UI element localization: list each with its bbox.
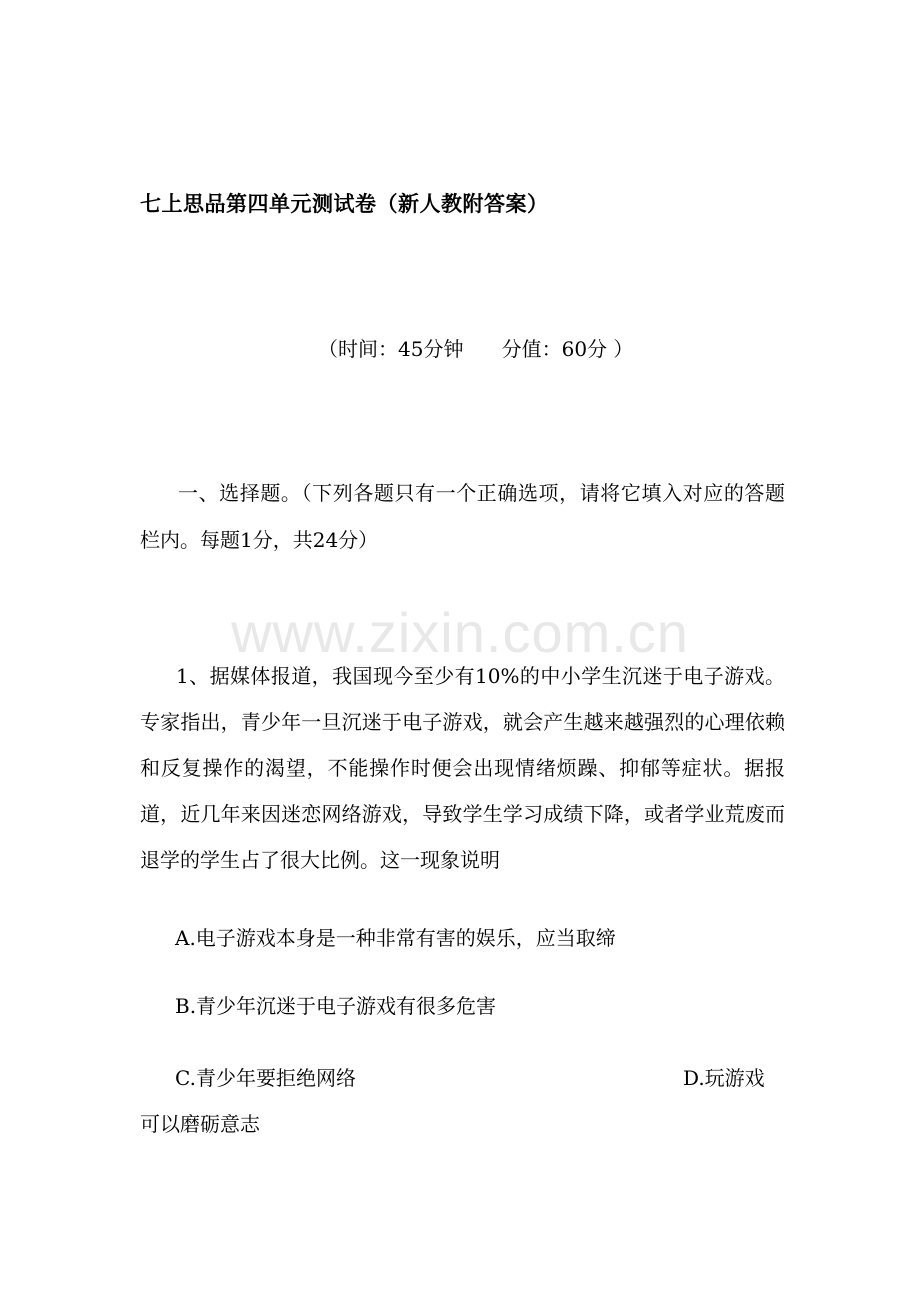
exam-time-score: （时间：45分钟 分值：60分 ） [318, 337, 634, 361]
question-1-stem: 1、据媒体报道，我国现今至少有10%的中小学生沉迷于电子游戏。专家指出，青少年一旦沉迷于电子游戏，就会产生越来越强烈的心理依赖和反复操作的渴望，不能操作时便会出现情绪烦躁、抑郁等症状。据报道，近几年来因迷恋网络游戏，导致学生学习成绩下降，或者学业荒废而退学的学生占了很大比例。这一现象说明 [140, 664, 785, 872]
section-heading: 一、选择题。（下列各题只有一个正确选项，请将它填入对应的答题栏内。每题1分，共24分） [140, 481, 785, 552]
question-1-option-d: D.玩游戏 [683, 1066, 765, 1090]
document-title: 七上思品第四单元测试卷（新人教附答案） [140, 191, 549, 216]
question-1-option-a: A.电子游戏本身是一种非常有害的娱乐，应当取缔 [175, 926, 616, 950]
question-1-option-b: B.青少年沉迷于电子游戏有很多危害 [175, 994, 497, 1018]
question-1-option-c: C.青少年要拒绝网络 [175, 1066, 356, 1090]
watermark: www.zixin.com.cn [231, 601, 689, 664]
question-1-option-d-continued: 可以磨砺意志 [140, 1112, 260, 1136]
